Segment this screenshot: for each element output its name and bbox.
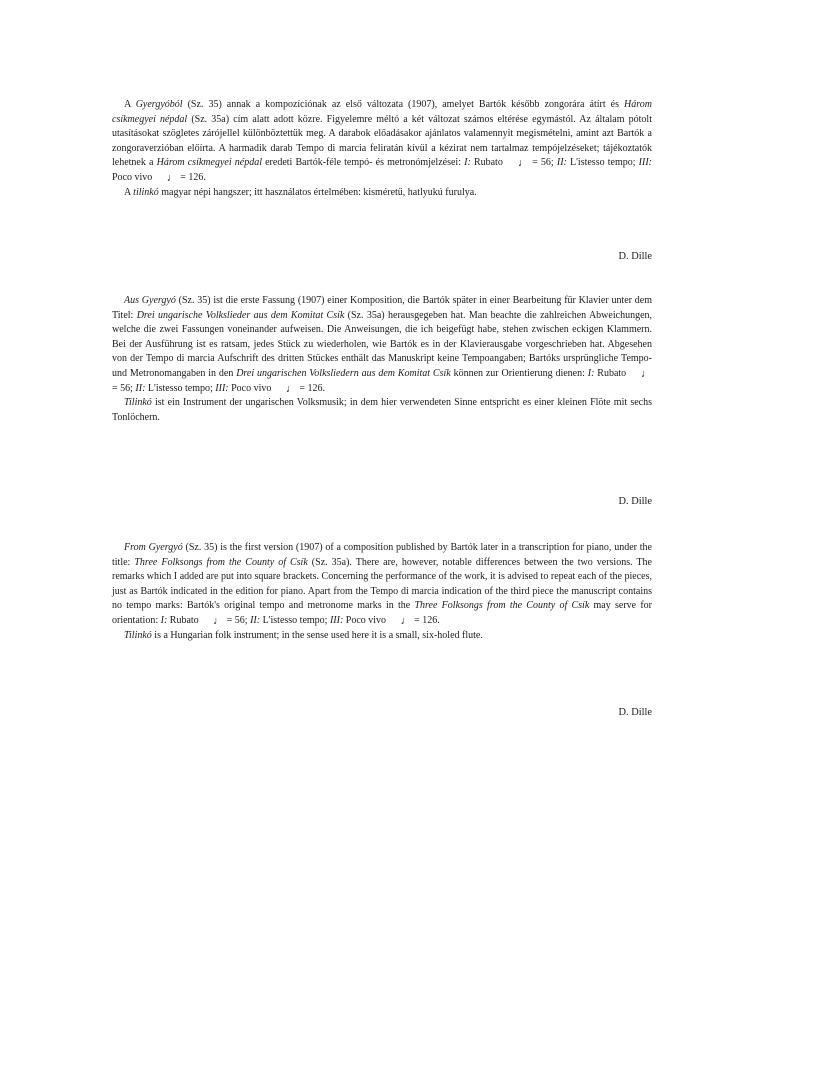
italic-text: II: xyxy=(135,382,146,394)
text-run: = 56; xyxy=(528,157,557,169)
italic-text: Aus Gyergyó xyxy=(124,295,176,306)
text-run: may serve for orientation: xyxy=(112,600,653,626)
german-section xyxy=(112,294,652,514)
hungarian-paragraph-1 xyxy=(112,98,652,186)
text-run: Rubato xyxy=(594,367,630,379)
italic-text: II: xyxy=(556,157,567,169)
text-run: (Sz. 35) is the first version (1907) of a composition published by Bartók later in a transcription for piano, under the title: xyxy=(112,542,652,568)
text-run: = 126. xyxy=(296,382,326,394)
english-paragraph-1 xyxy=(112,541,652,629)
italic-text: I: xyxy=(160,614,168,626)
italic-text: Three Folksongs from the County of Csík xyxy=(414,600,590,612)
italic-text: Drei ungarische Volkslieder aus dem Komitat Csík xyxy=(136,309,345,321)
text-run: = 126. xyxy=(411,614,440,626)
italic-text: Tilinkó xyxy=(124,629,152,641)
italic-text: Három csíkmegyei népdal xyxy=(156,157,262,169)
english-signature: D. Dille xyxy=(618,707,652,718)
text-run: eredeti Bartók-féle tempó- és metronómjelzései: xyxy=(261,157,465,169)
text-run: ist ein Instrument der ungarischen Volksmusik; in dem hier verwendeten Sinne entspricht es einer kleinen Flöte mit sechs Tonlöchern. xyxy=(112,397,652,423)
german-paragraph-1 xyxy=(112,294,652,396)
italic-text: Tilinkó xyxy=(124,397,152,409)
italic-text: Három csíkmegyei népdal xyxy=(112,99,652,125)
quarter-note-icon: ♩ xyxy=(517,157,529,170)
italic-text: I: xyxy=(587,367,595,379)
text-run: (Sz. 35a). There are, however, notable differences between the two versions. The remarks which I added are put into square brackets. Concerning the performance of the work, it is advised to repeat each of the pieces, just as Bartók indicated in the edition for piano. Apart from the Tempo di marcia indication of the third piece the manuscript contains no tempo marks: Bartók's original tempo and metronome marks in the xyxy=(112,556,652,612)
hungarian-signature: D. Dille xyxy=(618,251,652,262)
quarter-note-icon: ♩ xyxy=(641,367,653,380)
italic-text: III: xyxy=(215,382,229,394)
text-run: L'istesso tempo; xyxy=(260,614,330,626)
italic-text: III: xyxy=(638,157,652,169)
text-run: magyar népi hangszer; itt használatos értelmében: kisméretű, hatlyukú furulya. xyxy=(158,186,477,198)
text-run: Poco vivo xyxy=(228,382,274,394)
text-run: Poco vivo xyxy=(112,171,155,183)
text-run: können zur Orientierung dienen: xyxy=(450,367,588,379)
italic-text: III: xyxy=(329,614,344,626)
text-run: L'istesso tempo; xyxy=(566,157,639,169)
german-paragraph-2 xyxy=(112,396,652,425)
hungarian-paragraph-2 xyxy=(112,186,652,201)
text-run: = 56; xyxy=(112,382,136,394)
text-run: Rubato xyxy=(470,157,506,169)
text-run: Poco vivo xyxy=(343,614,389,626)
quarter-note-icon: ♩ xyxy=(285,382,297,395)
text-run: = 126. xyxy=(177,171,206,183)
english-paragraph-2 xyxy=(112,629,652,644)
text-run: (Sz. 35) annak a kompozíciónak az első változata (1907), amelyet Bartók később zongorára átírt és xyxy=(182,99,625,110)
italic-text: I: xyxy=(464,157,471,169)
italic-text: Drei ungarischen Volksliedern aus dem Komitat Csík xyxy=(236,367,451,379)
hungarian-section xyxy=(112,98,652,270)
german-signature: D. Dille xyxy=(618,496,652,507)
quarter-note-icon: ♩ xyxy=(213,614,225,627)
english-section xyxy=(112,541,652,721)
text-run: (Sz. 35a) herausgegeben hat. Man beachte die zahlreichen Abweichungen, welche die zwei Fassungen voneinander aufweisen. Die Anweisungen, die ich beigefügt habe, stehen zwischen eckigen Klammern. Bei der Ausführung ist es ratsam, jedes Stück zu wiederholen, wie Bartók es in der Klavierausgabe vorgeschrieben hat. Abgesehen von der Tempo di marcia Aufschrift des dritten Stückes enthält das Manuskript keine Tempoangaben; Bartóks ursprüngliche Tempo- und Metronomangaben in den xyxy=(112,309,653,379)
text-run: L'istesso tempo; xyxy=(145,382,216,394)
text-run: A xyxy=(124,186,134,198)
quarter-note-icon: ♩ xyxy=(166,171,178,184)
text-run: Rubato xyxy=(167,614,202,626)
italic-text: From Gyergyó xyxy=(124,542,183,553)
text-run: (Sz. 35) ist die erste Fassung (1907) einer Komposition, die Bartók später in einer Bearbeitung für Klavier unter dem Titel: xyxy=(112,295,652,321)
quarter-note-icon: ♩ xyxy=(400,614,412,627)
text-run: A xyxy=(124,99,136,110)
text-run: is a Hungarian folk instrument; in the sense used here it is a small, six-holed flute. xyxy=(151,629,483,641)
italic-text: Three Folksongs from the County of Csík xyxy=(134,556,308,568)
italic-text: tilinkó xyxy=(133,186,159,198)
italic-text: II: xyxy=(250,614,261,626)
text-run: = 56; xyxy=(224,614,251,626)
italic-text: Gyergyóból xyxy=(135,99,183,110)
text-run: (Sz. 35a) cím alatt adott közre. Figyelemre méltó a két változat számos eltérése egymástól. Az általam pótolt utasításokat szögletes zárójellel különböztettük meg. A darabok előadásakor ajánlatos valamennyit megismételni, amint azt Bartók a zongoraverzióban előírta. A harmadik darab Tempo di marcia feliratán kívül a kézirat nem tartalmaz tempójelzéseket; tájékoztatók lehetnek a xyxy=(112,113,652,169)
